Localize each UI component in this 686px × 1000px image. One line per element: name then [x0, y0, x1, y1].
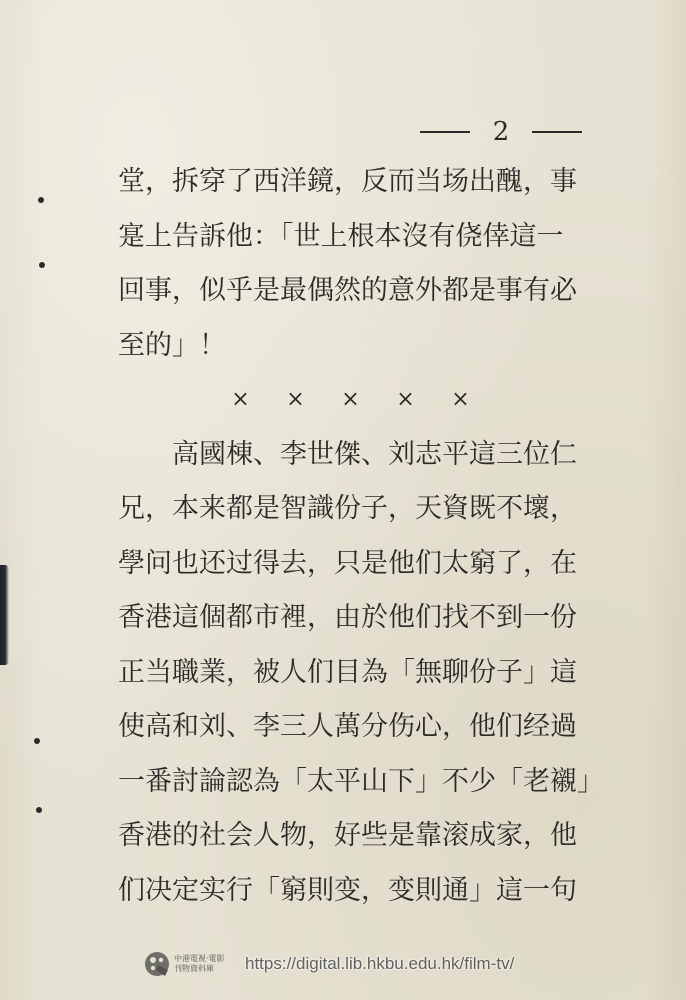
logo-line-2: 刊物資料庫 [174, 964, 214, 973]
text-line: 學问也还过得去，只是他们太窮了，在 [118, 547, 577, 579]
separator-mark: × [231, 387, 250, 412]
section-separator [118, 373, 638, 428]
text-line: 一番討論認為「太平山下」不少「老襯」 [118, 765, 604, 797]
text-line: 使高和刘、李三人萬分伤心，他们经過 [118, 711, 577, 742]
separator-mark: × [396, 387, 415, 412]
binding-hole [38, 197, 44, 203]
text-line: 兄，本来都是智識份子，天資既不壞， [118, 493, 577, 524]
film-archive-logo-icon [143, 950, 171, 978]
text-line: 堂，拆穿了西洋鏡，反而当场出醜，事 [118, 166, 577, 197]
archive-logo [143, 950, 243, 978]
binding-hole [39, 262, 45, 268]
logo-line-1: 中港電視‧電影 [174, 954, 225, 963]
text-line: 香港的社会人物，好些是靠滚成家，他 [118, 820, 577, 851]
text-line: 高國棟、李世傑、刘志平這三位仁 [172, 438, 577, 470]
text-line: 回事，似乎是最偶然的意外都是事有必 [118, 275, 577, 306]
text-line: 们决定实行「窮則变，变則通」這一句 [118, 874, 577, 906]
page-number-value: 2 [492, 117, 510, 147]
archive-url[interactable]: https://digital.lib.hkbu.edu.hk/film-tv/ [245, 954, 515, 973]
binding-hole [36, 807, 42, 813]
text-line: 至的」！ [118, 329, 226, 361]
text-line: 寔上告訴他：「世上根本沒有侥倖這一 [118, 220, 564, 252]
separator-mark: × [341, 387, 360, 412]
page-edge-shadow [0, 565, 9, 665]
text-line: 正当職業，被人们目為「無聊份子」這 [118, 656, 577, 688]
text-line: 香港這個都市裡，由於他们找不到一份 [118, 602, 577, 633]
archive-watermark [143, 946, 514, 982]
page-number [420, 114, 582, 150]
separator-mark: × [451, 387, 470, 412]
logo-text [174, 954, 225, 974]
handwritten-text [118, 155, 638, 918]
binding-hole [34, 738, 40, 744]
page-number-dash-right [532, 131, 582, 133]
page-number-dash-left [420, 131, 470, 133]
separator-mark: × [286, 387, 305, 412]
